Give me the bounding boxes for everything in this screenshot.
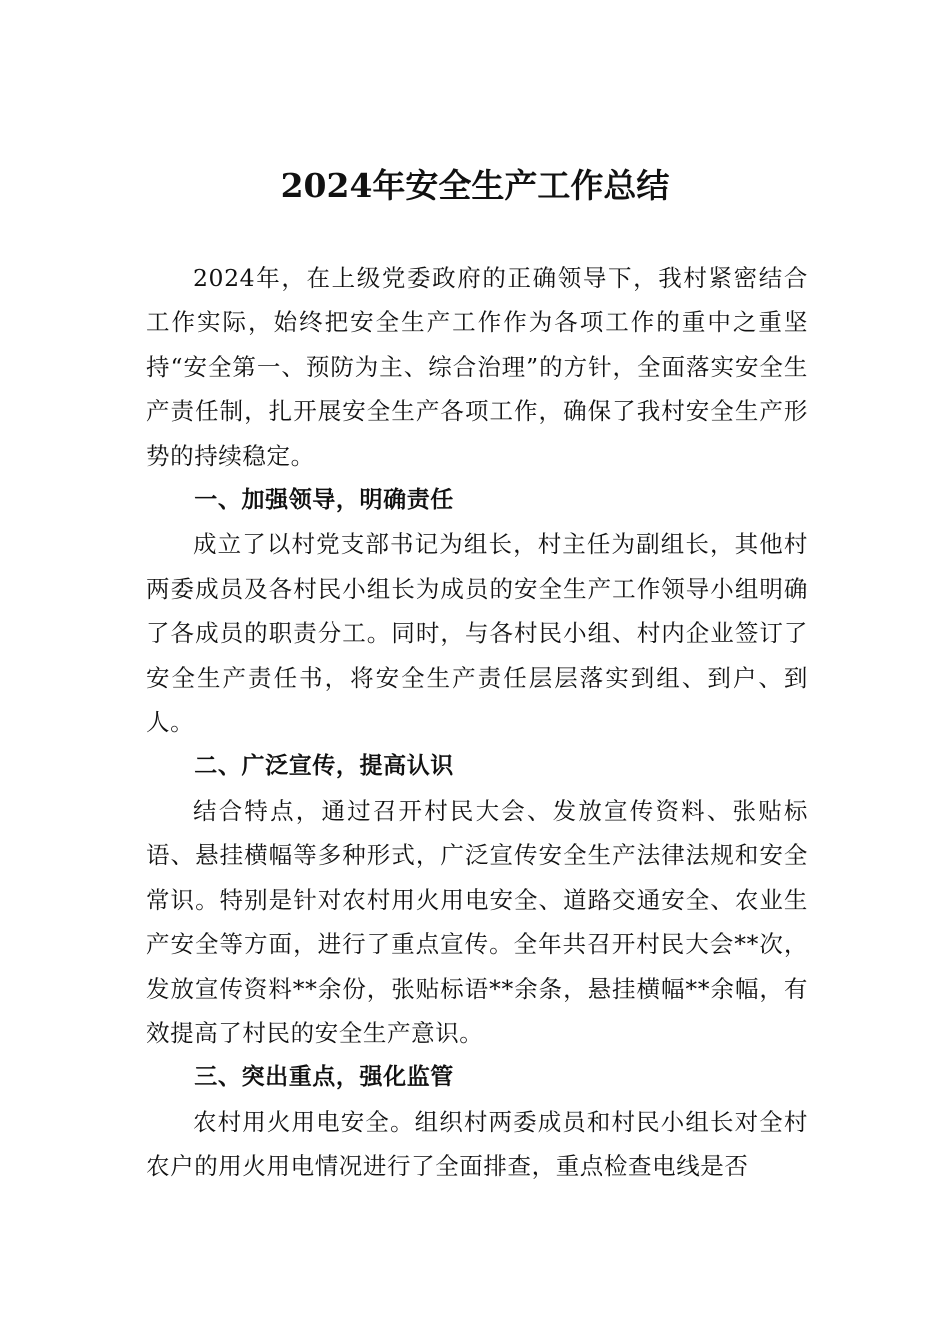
section-heading-3: 三、突出重点，强化监管 bbox=[194, 1064, 454, 1091]
section-heading-1: 一、加强领导，明确责任 bbox=[194, 487, 454, 514]
section-heading-2: 二、广泛宣传，提高认识 bbox=[194, 753, 454, 780]
section-2-paragraph: 结合特点，通过召开村民大会、发放宣传资料、张贴标语、悬挂横幅等多种形式，广泛宣传安全生产法律法规和安全常识。特别是针对农村用火用电安全、道路交通安全、农业生产安全等方面，进行了重点宣传。全年共召开村民大会**次，发放宣传资料**余份，张贴标语**余条，悬挂横幅**余幅，有效提高了村民的安全生产意识。 bbox=[146, 796, 808, 1047]
section-3-paragraph: 农村用火用电安全。组织村两委成员和村民小组长对全村农户的用火用电情况进行了全面排查，重点检查电线是否 bbox=[146, 1107, 808, 1181]
document-body bbox=[146, 256, 808, 1189]
document-title: 2024年安全生产工作总结 bbox=[280, 166, 670, 205]
section-1-paragraph: 成立了以村党支部书记为组长，村主任为副组长，其他村两委成员及各村民小组长为成员的安全生产工作领导小组明确了各成员的职责分工。同时，与各村民小组、村内企业签订了安全生产责任书，将安全生产责任层层落实到组、到户、到人。 bbox=[146, 530, 808, 737]
intro-paragraph: 2024年，在上级党委政府的正确领导下，我村紧密结合工作实际，始终把安全生产工作作为各项工作的重中之重坚持“安全第一、预防为主、综合治理”的方针，全面落实安全生产责任制，扎开展安全生产各项工作，确保了我村安全生产形势的持续稳定。 bbox=[146, 264, 808, 470]
